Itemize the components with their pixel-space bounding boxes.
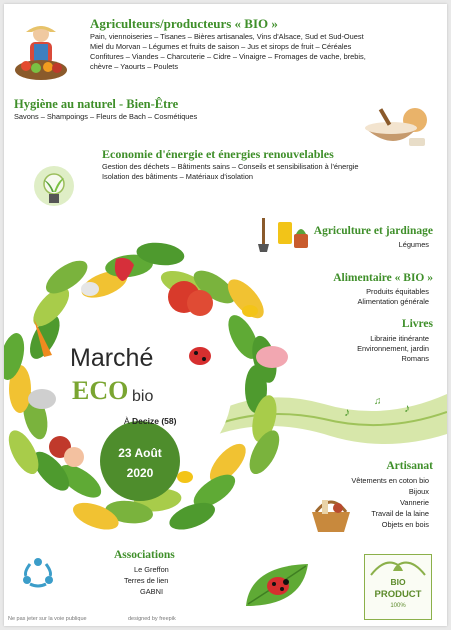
soap-bowl-icon <box>359 104 431 156</box>
association-people-icon <box>20 554 56 590</box>
artisanat-title: Artisanat <box>386 460 433 472</box>
associations-title: Associations <box>114 549 175 561</box>
basket-icon <box>308 492 354 536</box>
livres-line-2: Environnement, jardin <box>357 344 429 353</box>
artisanat-line-3: Vannerie <box>399 498 429 507</box>
badge-line-1: BIO <box>390 577 406 587</box>
artisanat-line-4: Travail de la laine <box>371 509 429 518</box>
svg-text:♪: ♪ <box>344 405 350 419</box>
event-name-bio: bio <box>132 388 154 405</box>
event-name-marche: Marché <box>70 344 154 372</box>
hygiene-line-1: Savons – Shampoings – Fleurs de Bach – Cosmétiques <box>14 112 198 121</box>
event-date-day: 23 Août <box>118 446 162 460</box>
livres-title: Livres <box>401 318 433 330</box>
ladybug-leaf-icon <box>242 560 312 612</box>
agri-line-2: Miel du Morvan – Légumes et fruits de saison – Jus et sirops de fruit – Céréales <box>90 42 352 51</box>
jardinage-title: Agriculture et jardinage <box>313 225 433 237</box>
livres-line-3: Romans <box>401 354 429 363</box>
badge-line-3: 100% <box>390 603 406 609</box>
badge-line-2: PRODUCT <box>374 589 422 600</box>
alimentaire-line-1: Produits équitables <box>366 287 429 296</box>
agri-line-3: Confitures – Viandes – Charcuterie – Cidre – Vinaigre – Fromages de vache, brebis, <box>90 52 366 61</box>
event-name-eco: ECO <box>72 376 129 405</box>
hygiene-title: Hygiène au naturel - Bien-Être <box>14 97 179 111</box>
associations-line-1: Le Greffon <box>134 565 169 574</box>
agri-line-1: Pain, viennoiseries – Tisanes – Bières artisanales, Vins d'Alsace, Sud et Sud-Ouest <box>90 32 364 41</box>
location-town: Decize (58) <box>132 416 177 426</box>
footer-disclaimer: Ne pas jeter sur la voie publique <box>8 616 87 622</box>
associations-line-2: Terres de lien <box>124 576 169 585</box>
agri-line-4: chèvre – Yaourts – Poulets <box>90 62 179 71</box>
svg-text:♪: ♪ <box>404 401 410 415</box>
svg-text:♫: ♫ <box>374 396 382 407</box>
flyer-page <box>4 4 447 626</box>
event-date-year: 2020 <box>126 466 154 480</box>
energie-line-1: Gestion des déchets – Bâtiments sains – Conseils et sensibilisation à l'énergie <box>102 162 359 171</box>
location-prefix: À <box>124 416 130 426</box>
alimentaire-line-2: Alimentation générale <box>357 297 429 306</box>
eco-bulb-icon <box>30 164 78 214</box>
jardinage-line-1: Légumes <box>398 240 429 249</box>
artisanat-line-5: Objets en bois <box>381 520 429 529</box>
alimentaire-title: Alimentaire « BIO » <box>333 272 433 284</box>
livres-line-1: Librairie itinérante <box>370 334 429 343</box>
agri-title: Agriculteurs/producteurs « BIO » <box>90 16 278 31</box>
event-location <box>124 416 176 426</box>
footer-credit: designed by freepik <box>128 616 176 622</box>
energie-title: Economie d'énergie et énergies renouvelables <box>102 147 334 161</box>
farmer-icon <box>10 22 72 86</box>
artisanat-line-2: Bijoux <box>408 487 429 496</box>
artisanat-line-1: Vêtements en coton bio <box>351 476 429 485</box>
bio-product-badge <box>364 554 432 620</box>
energie-line-2: Isolation des bâtiments – Matériaux d'isolation <box>102 172 253 181</box>
associations-line-3: GABNI <box>140 587 163 596</box>
leaf-wreath-illustration <box>4 219 324 539</box>
